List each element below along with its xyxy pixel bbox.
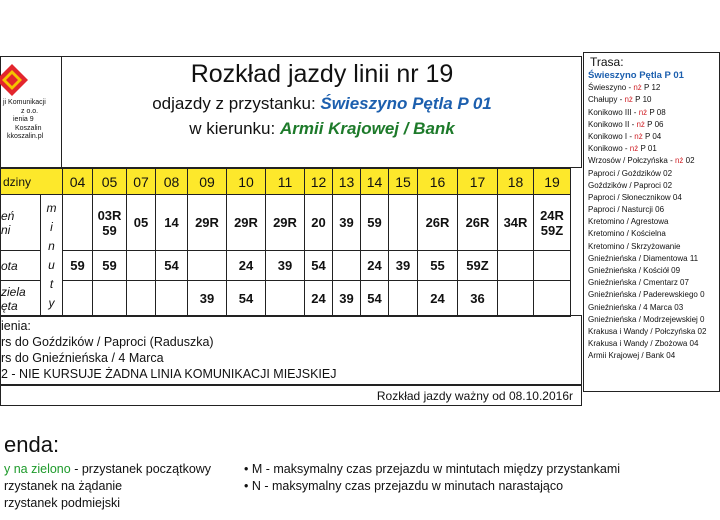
- minute-value: 24R: [540, 207, 564, 223]
- minute-cell: [418, 195, 458, 251]
- minute-cell: 59Z: [458, 251, 498, 281]
- legend-on-demand: rzystanek na żądanie: [4, 479, 123, 493]
- route-stop-code: P 08: [649, 107, 666, 117]
- route-stop: [588, 289, 706, 301]
- day-label-line: ęta: [1, 298, 18, 313]
- minute-cell: 24: [305, 281, 333, 317]
- route-stop: [588, 265, 706, 277]
- route-stop: [588, 277, 706, 289]
- route-stop-name: Paproci / Goździków 02: [588, 168, 673, 178]
- minute-cell: [127, 281, 156, 317]
- hours-label: dziny: [1, 169, 63, 195]
- minute-cell: 39: [333, 281, 361, 317]
- minutes-letter: y: [48, 295, 55, 310]
- minute-cell: 54: [361, 281, 389, 317]
- minute-cell: 54: [227, 281, 266, 317]
- route-stop-code: P 12: [644, 83, 661, 93]
- company-info: [3, 99, 46, 142]
- route-stop: [588, 253, 706, 265]
- minute-cell: [266, 195, 305, 251]
- minute-cell: [458, 195, 498, 251]
- route-stop: Świeszyno - nż P 12: [588, 83, 661, 93]
- minute-value: 34R: [503, 215, 528, 230]
- route-stop-name: Paproci / Nasturcji 06: [588, 205, 665, 215]
- day-row-weekday: [1, 195, 571, 251]
- note-item: 2 - NIE KURSUJE ŻADNA LINIA KOMUNIKACJI MIEJSKIEJ: [1, 367, 337, 381]
- minutes-vertical-label: [41, 195, 63, 317]
- departure-stop-line: [62, 94, 582, 114]
- route-stop-name: Konikowo: [588, 144, 623, 154]
- company-line: kkoszalin.pl: [7, 133, 44, 140]
- route-stop-name: Kretomino / Kościelna: [588, 229, 666, 239]
- hour-cell: 13: [333, 169, 361, 195]
- route-stop: Chałupy - nż P 10: [588, 95, 652, 105]
- route-stop: [588, 192, 706, 204]
- day-label-line: ni: [1, 222, 11, 237]
- route-stop: [588, 326, 706, 338]
- day-row-saturday: [1, 251, 571, 281]
- note-item: rs do Gnieźnieńska / 4 Marca: [1, 351, 164, 365]
- minute-value: 59Z: [540, 222, 564, 238]
- minutes-letter: t: [49, 276, 54, 291]
- minute-cell: [498, 251, 534, 281]
- route-stop-code: P 06: [647, 119, 664, 129]
- minute-cell: [127, 195, 156, 251]
- legend-title: enda:: [4, 432, 60, 457]
- route-stop-name: Wrzosów / Połczyńska: [588, 156, 668, 166]
- minute-cell: [93, 195, 127, 251]
- route-stop: [588, 241, 706, 253]
- minute-cell: [156, 281, 188, 317]
- hour-cell: 10: [227, 169, 266, 195]
- minute-cell: [333, 251, 361, 281]
- minute-cell: [188, 195, 227, 251]
- route-stop-name: Gnieźnieńska / Paderewskiego 0: [588, 290, 705, 300]
- route-title: Trasa:: [590, 55, 624, 69]
- minutes-letter: m: [46, 200, 57, 215]
- minute-cell: [389, 195, 418, 251]
- hour-cell: 16: [418, 169, 458, 195]
- day-label-line: ziela: [1, 284, 26, 299]
- hour-cell: 12: [305, 169, 333, 195]
- minute-cell: [534, 281, 571, 317]
- route-stop: [588, 216, 706, 228]
- route-stop-code: P 01: [640, 144, 657, 154]
- minute-cell: [266, 281, 305, 317]
- minute-cell: 24: [361, 251, 389, 281]
- minutes-letter: i: [50, 219, 53, 234]
- minute-value: 39: [339, 215, 354, 230]
- route-stop-list: [588, 70, 706, 363]
- minute-cell: 36: [458, 281, 498, 317]
- company-line: Koszalin: [15, 124, 42, 132]
- company-panel: [0, 56, 62, 168]
- route-stop-name: Gnieźnieńska / 4 Marca 03: [588, 302, 684, 312]
- legend-n-description: • N - maksymalny czas przejazdu w minutach narastająco: [244, 479, 564, 493]
- route-stop: [588, 302, 706, 314]
- timetable-grid: [0, 168, 571, 317]
- hour-cell: 04: [63, 169, 93, 195]
- minute-value: 26R: [465, 215, 490, 230]
- on-demand-marker: nż: [636, 119, 645, 129]
- legend-suburban: rzystanek podmiejski: [4, 496, 121, 510]
- minute-value: 20: [311, 215, 326, 230]
- minutes-letter: n: [48, 238, 55, 253]
- route-stop: [588, 338, 706, 350]
- minutes-letter: u: [48, 257, 55, 272]
- route-stop: Wrzosów / Połczyńska - nż 02: [588, 156, 695, 166]
- route-stop-name: Krakusa i Wandy / Zbożowa 04: [588, 339, 699, 349]
- route-stop-code: 02: [685, 156, 695, 166]
- minute-value: 29R: [273, 215, 297, 230]
- route-stop-name: Goździków / Paproci 02: [588, 180, 673, 190]
- company-line: ienia 9: [13, 116, 34, 123]
- legend-start-stop-text: - przystanek początkowy: [74, 462, 212, 476]
- day-label-saturday: ota: [1, 251, 41, 281]
- route-stop-name: Konikowo I: [588, 131, 628, 141]
- minute-value: 59: [367, 215, 382, 230]
- page-title: Rozkład jazdy linii nr 19: [190, 60, 454, 88]
- hours-row: [1, 169, 571, 195]
- route-stop-name: Gnieźnieńska / Cmentarz 07: [588, 278, 689, 288]
- minute-cell: [63, 281, 93, 317]
- minute-value: 29R: [195, 215, 219, 230]
- route-stop-code: P 10: [635, 95, 652, 105]
- minute-value: 03R: [97, 207, 122, 223]
- minute-cell: 55: [418, 251, 458, 281]
- route-panel: [583, 52, 720, 392]
- route-stop: Konikowo II - nż P 06: [588, 119, 664, 129]
- minute-cell: [188, 251, 227, 281]
- minute-cell: 54: [156, 251, 188, 281]
- minute-cell: 24: [227, 251, 266, 281]
- route-stop: [588, 350, 706, 362]
- on-demand-marker: nż: [634, 131, 643, 141]
- minute-cell: 59: [93, 251, 127, 281]
- minute-cell: [156, 195, 188, 251]
- hour-cell: 17: [458, 169, 498, 195]
- hour-cell: 18: [498, 169, 534, 195]
- route-stop: [588, 204, 706, 216]
- validity-date: Rozkład jazdy ważny od 08.10.2016r: [376, 389, 573, 403]
- minute-cell: [305, 195, 333, 251]
- day-row-sunday: [1, 281, 571, 317]
- route-stop: [588, 228, 706, 240]
- minute-cell: 54: [305, 251, 333, 281]
- notes-header: ienia:: [1, 319, 31, 333]
- validity-section: [0, 385, 582, 406]
- on-demand-marker: nż: [633, 83, 642, 93]
- day-label-line: eń: [1, 208, 15, 223]
- hour-cell: 11: [266, 169, 305, 195]
- hour-cell: 07: [127, 169, 156, 195]
- route-stop-name: Świeszyno: [588, 83, 627, 93]
- route-stop: Konikowo III - nż P 08: [588, 107, 666, 117]
- route-stop-name: Gnieźnieńska / Diamentowa 11: [588, 253, 699, 263]
- company-line: z o.o.: [21, 107, 39, 115]
- legend-start-stop: [4, 462, 211, 476]
- minute-cell: [63, 195, 93, 251]
- minute-cell: 39: [266, 251, 305, 281]
- on-demand-marker: nż: [624, 95, 633, 105]
- company-line: ji Komunikacji: [3, 99, 46, 106]
- minute-value: 14: [164, 215, 179, 230]
- minute-value: 29R: [234, 215, 258, 230]
- minute-cell: 39: [188, 281, 227, 317]
- minute-value: 59: [102, 222, 117, 238]
- company-logo-icon: [0, 63, 29, 97]
- day-label-weekday: [1, 195, 41, 251]
- route-stop: [588, 180, 706, 192]
- hour-cell: 08: [156, 169, 188, 195]
- day-label-sunday: [1, 281, 41, 317]
- hour-cell: 19: [534, 169, 571, 195]
- hour-cell: 14: [361, 169, 389, 195]
- on-demand-marker: nż: [629, 144, 639, 154]
- hour-cell: 05: [93, 169, 127, 195]
- route-stop: [588, 70, 706, 82]
- route-stop: Konikowo - nż P 01: [588, 144, 657, 154]
- minute-cell: 24: [418, 281, 458, 317]
- minute-value: 26R: [425, 215, 450, 230]
- route-stop: [588, 314, 706, 326]
- route-stop-name: Paproci / Słonecznikow 04: [588, 192, 682, 202]
- route-stop: Konikowo I - nż P 04: [588, 131, 662, 141]
- route-stop-name: Konikowo II: [588, 119, 630, 129]
- minute-cell: [333, 195, 361, 251]
- route-stop: [588, 168, 706, 180]
- route-stop-name: Kretomino / Agrestowa: [588, 217, 669, 227]
- departure-stop-prefix: odjazdy z przystanku:: [152, 94, 316, 113]
- direction-line: [62, 119, 582, 139]
- route-stop-name: Armii Krajowej / Bank 04: [588, 351, 676, 361]
- minute-cell: [534, 195, 571, 251]
- legend-green-text: y na zielono: [4, 462, 71, 476]
- direction-prefix: w kierunku:: [189, 119, 276, 138]
- minute-cell: [361, 195, 389, 251]
- minute-cell: [389, 281, 418, 317]
- hour-cell: 15: [389, 169, 418, 195]
- departure-stop-name: Świeszyno Pętla P 01: [320, 94, 492, 113]
- minute-cell: [498, 195, 534, 251]
- route-stop-code: P 04: [644, 131, 662, 141]
- direction-name: Armii Krajowej / Bank: [279, 119, 455, 138]
- route-stop-name: Gnieźnieńska / Kościół 09: [588, 266, 681, 275]
- route-stop-name: Konikowo III: [588, 107, 632, 117]
- route-stop-name: Świeszyno Pętla P 01: [588, 70, 684, 81]
- route-stop-name: Gnieźnieńska / Modrzejewskiej 0: [588, 314, 705, 324]
- legend-m-description: • M - maksymalny czas przejazdu w mintutach między przystankami: [244, 462, 621, 476]
- minute-cell: [127, 251, 156, 281]
- minute-cell: 59: [63, 251, 93, 281]
- minute-value: 05: [133, 215, 149, 230]
- minute-cell: 39: [389, 251, 418, 281]
- on-demand-marker: nż: [674, 156, 684, 166]
- route-stop-name: Kretomino / Skrzyżowanie: [588, 241, 681, 251]
- route-stop-name: Krakusa i Wandy / Połczyńska 02: [588, 326, 707, 336]
- hour-cell: 09: [188, 169, 227, 195]
- minute-cell: [534, 251, 571, 281]
- minute-cell: [93, 281, 127, 317]
- minute-cell: [227, 195, 266, 251]
- on-demand-marker: nż: [638, 107, 648, 117]
- minute-cell: [498, 281, 534, 317]
- note-item: rs do Goździków / Paproci (Raduszka): [1, 335, 214, 349]
- route-stop-name: Chałupy: [588, 95, 618, 105]
- notes-section: [0, 315, 582, 385]
